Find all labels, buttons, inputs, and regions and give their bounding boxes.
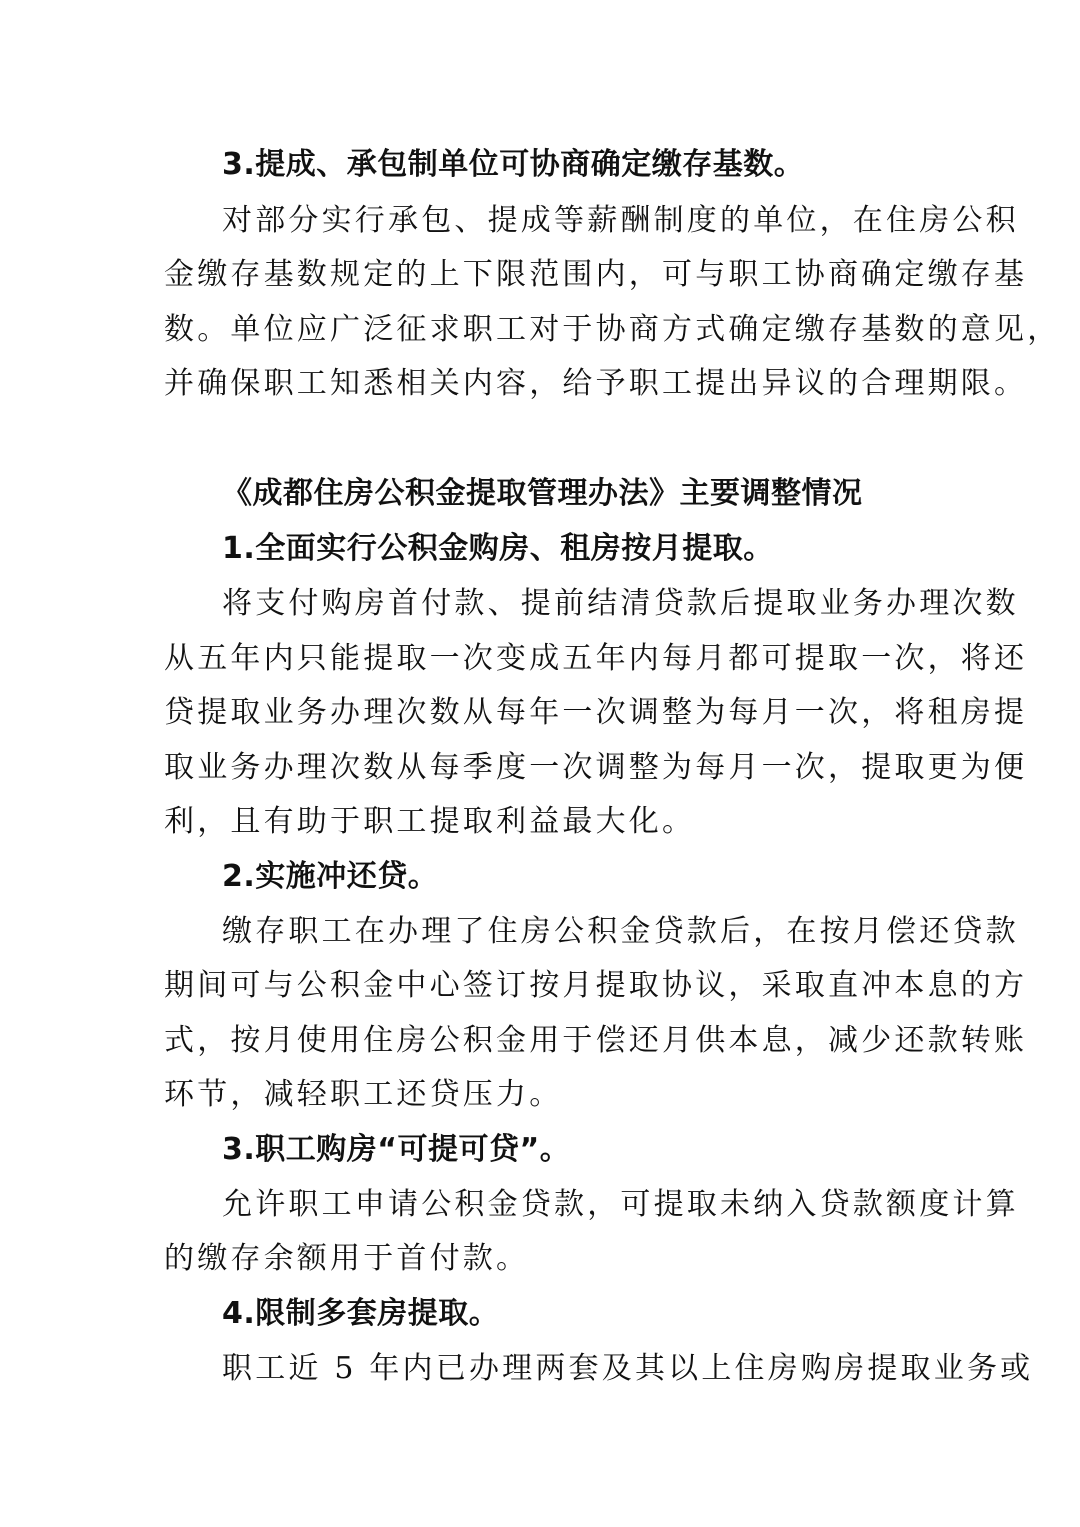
paragraph-line: 贷提取业务办理次数从每年一次调整为每月一次，将租房提: [164, 695, 1028, 730]
paragraph-line: 环节，减轻职工还贷压力。: [164, 1077, 563, 1112]
paragraph-line: 缴存职工在办理了住房公积金贷款后，在按月偿还贷款: [222, 914, 1019, 949]
paragraph-line: 金缴存基数规定的上下限范围内，可与职工协商确定缴存基: [164, 257, 1028, 292]
paragraph-line: 允许职工申请公积金贷款，可提取未纳入贷款额度计算: [222, 1187, 1019, 1222]
paragraph-line: 并确保职工知悉相关内容，给予职工提出异议的合理期限。: [164, 366, 1028, 401]
paragraph-line: 职工近 5 年内已办理两套及其以上住房购房提取业务或: [222, 1351, 1034, 1386]
item-heading-multi-property-limit: 4.限制多套房提取。: [222, 1296, 500, 1331]
paragraph-line: 期间可与公积金中心签订按月提取协议，采取直冲本息的方: [164, 968, 1028, 1003]
section-heading-contribution-base: 3.提成、承包制单位可协商确定缴存基数。: [222, 147, 805, 182]
paragraph-line: 的缴存余额用于首付款。: [164, 1241, 530, 1276]
item-heading-withdraw-and-loan: 3.职工购房“可提可贷”。: [222, 1132, 571, 1167]
item-heading-monthly-withdrawal: 1.全面实行公积金购房、租房按月提取。: [222, 531, 774, 566]
section-title: 《成都住房公积金提取管理办法》主要调整情况: [222, 476, 863, 511]
paragraph-line: 式，按月使用住房公积金用于偿还月供本息，减少还款转账: [164, 1023, 1028, 1058]
paragraph-line: 取业务办理次数从每季度一次调整为每月一次，提取更为便: [164, 750, 1028, 785]
paragraph-line: 对部分实行承包、提成等薪酬制度的单位，在住房公积: [222, 203, 1019, 238]
paragraph-line: 数。单位应广泛征求职工对于协商方式确定缴存基数的意见，: [164, 312, 1061, 347]
paragraph-line: 从五年内只能提取一次变成五年内每月都可提取一次，将还: [164, 641, 1028, 676]
paragraph-line: 利，且有助于职工提取利益最大化。: [164, 804, 696, 839]
paragraph-line: 将支付购房首付款、提前结清贷款后提取业务办理次数: [222, 586, 1019, 621]
item-heading-loan-offset: 2.实施冲还贷。: [222, 859, 439, 894]
